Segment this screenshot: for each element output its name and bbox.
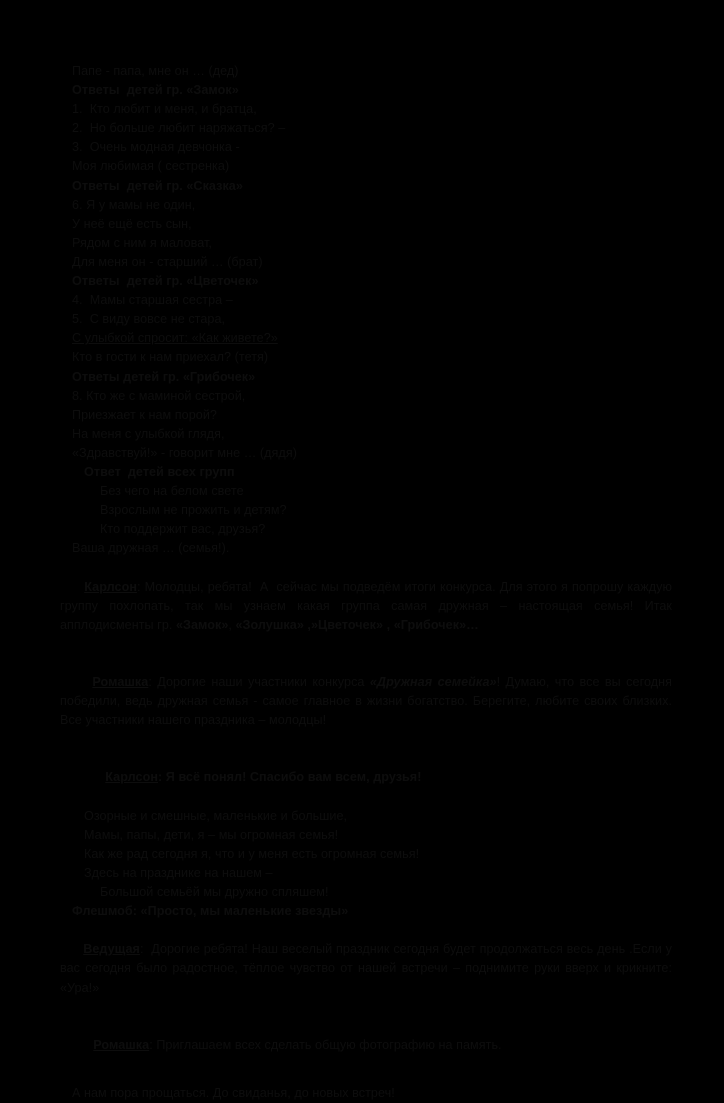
paragraph-karlson <box>60 558 676 653</box>
separator-text: , <box>228 617 236 632</box>
text-line: Озорные и смешные, маленькие и большие, <box>84 808 348 823</box>
paragraph-text: : Дорогие ребята! Наш веселый праздник сегодня будет продолжаться весь день .Если у вас сегодня было радостное, тёплое чувство от нашей встречи – поднимите руки вверх и крикните: «Ура!» <box>60 942 676 995</box>
text-line: 1. Кто любит и меня, и братца, <box>72 102 257 117</box>
paragraph-vedushaya <box>60 921 676 1016</box>
text-line-flashmob: Флешмоб: «Просто, мы маленькие звезды» <box>72 904 349 919</box>
speaker-label-romashka: Ромашка <box>92 675 149 689</box>
closing-line: А нам пора прощаться. До свиданья, до новых встреч! <box>72 1085 395 1100</box>
text-line-heading: Ответы детей гр. «Цветочек» <box>72 274 259 289</box>
text-line: Кто поддержит вас, друзья? <box>100 522 266 537</box>
paragraph-romashka-photo <box>60 1017 672 1074</box>
paragraph-text: : Дорогие наши участники конкурса <box>148 675 370 689</box>
document-body <box>60 62 676 1103</box>
speaker-label-karlson-final: Карлсон <box>105 770 159 785</box>
text-line-karlson-final <box>60 749 672 806</box>
text-line: Для меня он - старший … (брат) <box>72 254 263 269</box>
speaker-label-karlson: Карлсон <box>84 579 137 594</box>
paragraph-text-tail: ! Думаю, что все вы сегодня победили, ведь дружная семья - самое главное в жизни богатство. Берегите, любите своих близких. Все участники нашего праздника – молодцы! <box>60 675 676 728</box>
group-name-zamok: «Замок» <box>175 617 229 632</box>
speaker-label-vedushaya: Ведущая <box>83 942 140 957</box>
text-line-heading: Ответ детей всех групп <box>84 464 235 479</box>
text-line: Большой семьёй мы дружно спляшем! <box>100 885 329 900</box>
text-line: Папе - папа, мне он … (дед) <box>72 64 239 78</box>
text-line-heading: Ответы детей гр. «Сказка» <box>72 178 243 193</box>
text-line: Без чего на белом свете <box>100 484 244 499</box>
text-line: Кто в гости к нам приехал? (тетя) <box>72 350 269 365</box>
text-line: Приезжает к нам порой? <box>72 407 217 422</box>
paragraph-text: : Молодцы, ребята! А сейчас мы подведём итоги конкурса. Для этого я попрошу каждую группу похлопать, так мы узнаем какая группа самая дружная – настоящая семья! Итак апплодисменты гр. <box>60 579 676 632</box>
contest-name: «Дружная семейка» <box>369 675 497 689</box>
text-line: 4. Мамы старшая сестра – <box>72 293 233 308</box>
text-line: Моя любимая ( сестренка) <box>72 159 230 174</box>
text-line: На меня с улыбкой глядя, <box>72 426 225 441</box>
text-line: Рядом с ним я маловат, <box>72 235 212 250</box>
text-line: У неё ещё есть сын, <box>72 216 192 231</box>
text-line: Взрослым не прожить и детям? <box>100 503 287 518</box>
group-name-zolushka: «Золушка» <box>235 617 304 632</box>
group-names-rest: ,»Цветочек» , «Грибочек»… <box>303 617 479 632</box>
speaker-label-romashka-photo: Ромашка <box>93 1037 150 1052</box>
spacer <box>60 1074 672 1084</box>
text-line: 5. С виду вовсе не стара, <box>72 312 226 327</box>
text-line: 8. Кто же с маминой сестрой, <box>72 388 246 403</box>
text-line: «Здравствуй!» - говорит мне … (дядя) <box>72 445 297 460</box>
text-line: Мамы, папы, дети, я – мы огромная семья! <box>84 827 339 842</box>
text-line-heading: Ответы детей гр. «Замок» <box>72 83 239 98</box>
text-line: Как же рад сегодня я, что и у меня есть огромная семья! <box>84 846 420 861</box>
text-line-heading: Ответы детей гр. «Грибочек» <box>72 369 256 384</box>
text-line: 6. Я у мамы не один, <box>72 197 196 212</box>
text-line-remainder: : Я всё понял! Спасибо вам всем, друзья! <box>158 770 422 785</box>
text-line: 2. Но больше любит наряжаться? – <box>72 121 286 136</box>
text-line-underlined: С улыбкой спросит: «Как живете?» <box>72 331 278 346</box>
paragraph-romashka <box>60 654 676 749</box>
text-line: 3. Очень модная девчонка - <box>72 140 240 155</box>
text-line: Ваша дружная … (семья!). <box>72 541 230 556</box>
text-line: Здесь на празднике на нашем – <box>84 865 273 880</box>
paragraph-text: : Приглашаем всех сделать общую фотографию на память. <box>149 1037 502 1052</box>
